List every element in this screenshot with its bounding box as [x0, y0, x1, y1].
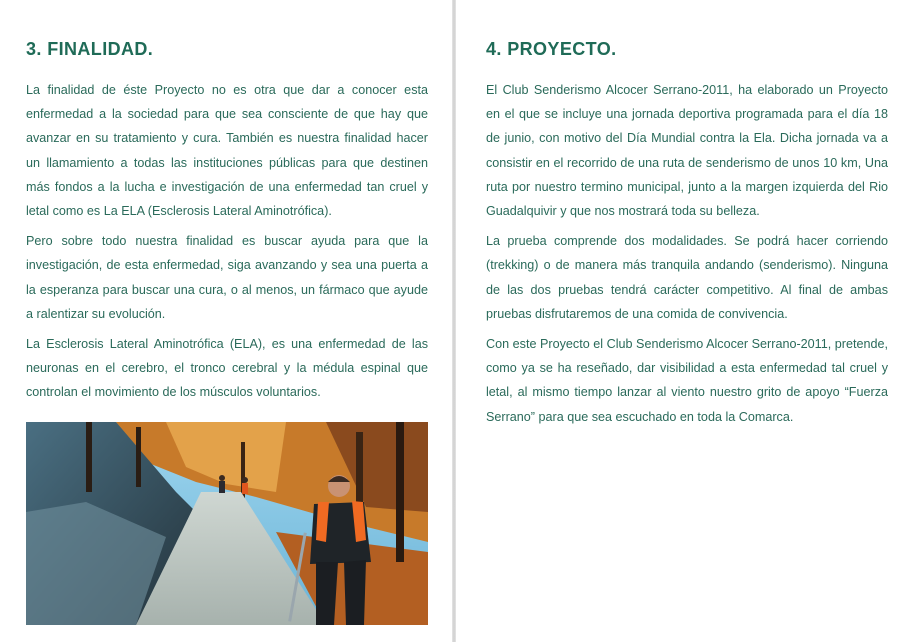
proyecto-paragraph-2: La prueba comprende dos modalidades. Se podrá hacer corriendo (trekking) o de manera más tranquila andando (senderismo). Ninguna de las dos pruebas tendrá carácter competitivo. Al final de ambas pruebas disfrutaremos de una comida de convivencia. — [486, 234, 888, 321]
hiking-trail-illustration — [26, 422, 428, 625]
right-page — [456, 0, 910, 642]
proyecto-paragraph-3: Con este Proyecto el Club Senderismo Alcocer Serrano-2011, pretende, como ya se ha reseñado, dar visibilidad a esta enfermedad tal cruel y letal, al mismo tiempo lanzar al viento nuestro grito de apoyo “Fuerza Serrano” para que sea escuchado en toda la Comarca. — [486, 337, 888, 424]
proyecto-paragraph-1: El Club Senderismo Alcocer Serrano-2011, ha elaborado un Proyecto en el que se incluye una jornada deportiva programada para el día 18 de junio, con motivo del Día Mundial contra la Ela. Dicha jornada va a consistir en el recorrido de una ruta de senderismo de unos 10 km, Una ruta por nuestro termino municipal, junto a la margen izquierda del Rio Guadalquivir y que nos mostrará toda su belleza. — [486, 83, 888, 219]
section-heading-proyecto: 4. PROYECTO. — [486, 39, 617, 59]
finalidad-paragraph-1: La finalidad de éste Proyecto no es otra que dar a conocer esta enfermedad a la sociedad para que sea consciente de que hay que avanzar en su tratamiento y cura. También es nuestra finalidad hacer un llamamiento a todas las instituciones públicas para que destinen más fondos a la lucha e investigación de una enfermedad tan cruel y letal como es La ELA (Esclerosis Lateral Aminotrófica). — [26, 83, 428, 219]
proyecto-text-column — [486, 78, 888, 435]
left-page — [0, 0, 452, 642]
section-heading-finalidad: 3. FINALIDAD. — [26, 39, 154, 59]
finalidad-text-column — [26, 78, 428, 411]
finalidad-paragraph-3: La Esclerosis Lateral Aminotrófica (ELA), es una enfermedad de las neuronas en el cerebro, el tronco cerebral y la médula espinal que controlan el movimiento de los músculos voluntarios. — [26, 337, 428, 400]
finalidad-paragraph-2: Pero sobre todo nuestra finalidad es buscar ayuda para que la investigación, de esta enfermedad, siga avanzando y sea una puerta a la esperanza para buscar una cura, o al menos, un fármaco que ayude a ralentizar su evolución. — [26, 234, 428, 321]
hiking-trail-photo — [26, 422, 428, 625]
